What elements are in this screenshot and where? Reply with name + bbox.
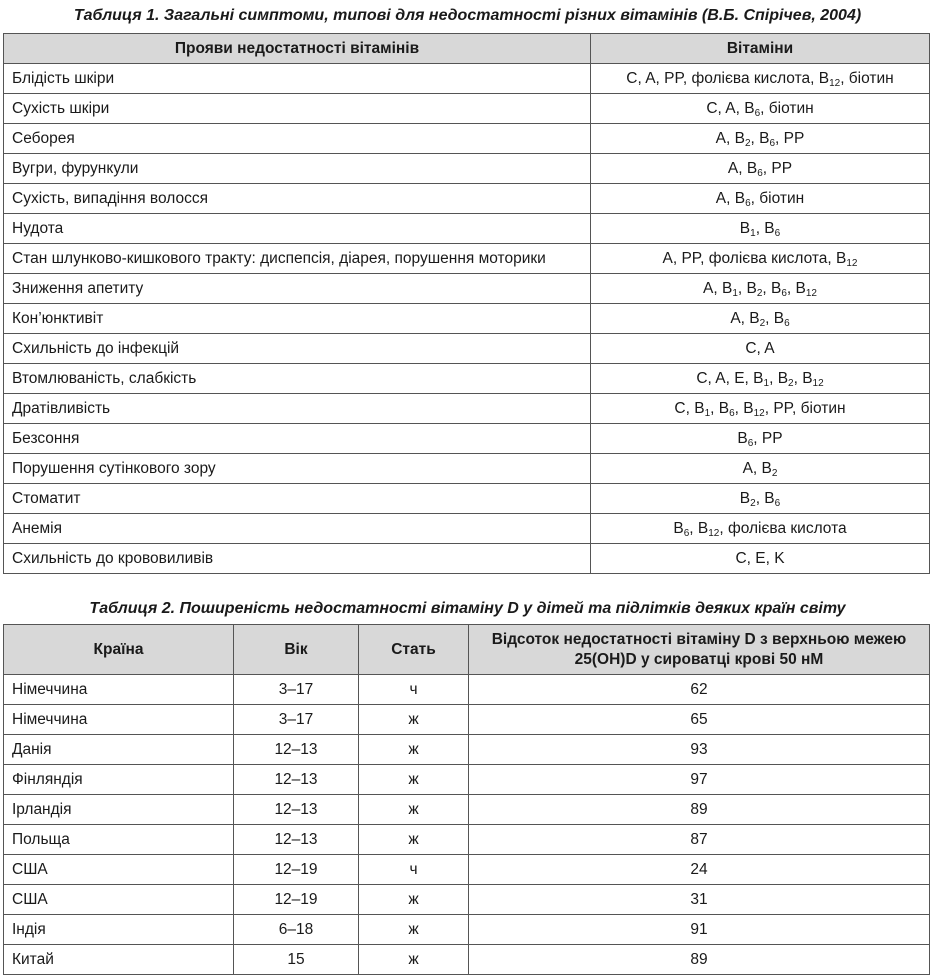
vitamin-text: , B [765,309,785,327]
table-row [4,454,930,484]
symptom-cell: Кон’юнктивіт [4,304,591,334]
vitamins-cell [591,64,930,94]
table1-caption: Таблиця 1. Загальні симптоми, типові для недостатності різних вітамінів (В.Б. Спірічев, 2004) [73,7,862,24]
sex-cell: ж [359,735,469,765]
table-row [4,795,930,825]
table-row [4,915,930,945]
percent-cell: 24 [469,855,930,885]
table-row [4,244,930,274]
age-cell: 12–19 [234,855,359,885]
vitamin-subscript: 1 [732,287,738,299]
symptom-cell: Схильність до крововиливів [4,544,591,574]
vitamin-subscript: 12 [812,377,824,389]
vitamin-text: , B [689,519,709,537]
symptom-cell: Втомлюваність, слабкість [4,364,591,394]
sex-cell: ж [359,915,469,945]
country-cell: Польща [4,825,234,855]
vitamin-text: C, B [674,399,705,417]
table-row [4,705,930,735]
table-row [4,765,930,795]
vitamin-text: , біотин [760,99,814,117]
table-row [4,334,930,364]
table-row [4,214,930,244]
header-symptoms: Прояви недостатності вітамінів [4,34,591,64]
header-country: Країна [4,625,234,675]
vitamin-text: , фолієва кислота [719,519,847,537]
vitamins-cell [591,454,930,484]
percent-cell: 91 [469,915,930,945]
table-row [4,945,930,975]
table-row [4,304,930,334]
vitamin-text: , B [793,369,813,387]
vitamin-subscript: 12 [753,407,765,419]
vitamins-cell [591,514,930,544]
table-row [4,484,930,514]
vitamin-text: , PP [753,429,783,447]
vitamin-text: C, A [745,339,775,357]
vitamins-cell [591,184,930,214]
symptom-cell: Сухість, випадіння волосся [4,184,591,214]
vitamins-cell [591,124,930,154]
table-row [4,64,930,94]
vitamin-text: , B [769,369,789,387]
table-row [4,675,930,705]
percent-cell: 65 [469,705,930,735]
vitamins-cell [591,364,930,394]
vitamin-text: A, B [703,279,733,297]
percent-cell: 62 [469,675,930,705]
vitamin-text: C, A, E, B [696,369,764,387]
vitamin-text: B [737,429,748,447]
symptom-cell: Зниження апетиту [4,274,591,304]
percent-cell: 89 [469,945,930,975]
vitamin-text: , PP, біотин [764,399,846,417]
vitamin-subscript: 6 [754,107,761,119]
country-cell: Індія [4,915,234,945]
vitamin-text: A, B [742,459,772,477]
header-sex: Стать [359,625,469,675]
symptom-cell: Безсоння [4,424,591,454]
vitamin-subscript: 1 [763,377,770,389]
vitamin-text: , B [710,399,730,417]
symptom-cell: Себорея [4,124,591,154]
sex-cell: ч [359,675,469,705]
vitamin-subscript: 6 [774,497,781,509]
vitamin-text: , B [750,129,770,147]
vitamin-text: A, B [730,309,760,327]
vitamin-subscript: 12 [708,527,720,539]
vitamins-cell [591,274,930,304]
table-row [4,394,930,424]
table-row [4,184,930,214]
symptom-cell: Схильність до інфекцій [4,334,591,364]
table2-caption: Таблиця 2. Поширеність недостатності вітаміну D у дітей та підлітків деяких країн світу [89,600,846,617]
vitamin-subscript: 6 [757,167,763,179]
symptom-cell: Стоматит [4,484,591,514]
table1-header-row [4,34,930,64]
age-cell: 3–17 [234,675,359,705]
country-cell: Німеччина [4,705,234,735]
age-cell: 12–13 [234,825,359,855]
vitamin-subscript: 2 [756,287,763,299]
vitamin-text: C, A, B [706,99,755,117]
sex-cell: ч [359,855,469,885]
vitamin-subscript: 2 [788,377,794,389]
vitamins-cell [591,94,930,124]
country-cell: Данія [4,735,234,765]
percent-cell: 89 [469,795,930,825]
vitamin-subscript: 6 [747,437,754,449]
vitamin-text: , B [734,399,754,417]
vitamin-subscript: 1 [750,227,756,239]
age-cell: 12–13 [234,735,359,765]
vitamin-subscript: 2 [771,467,778,479]
age-cell: 3–17 [234,705,359,735]
vitamins-cell [591,484,930,514]
sex-cell: ж [359,945,469,975]
country-cell: Фінляндія [4,765,234,795]
sex-cell: ж [359,705,469,735]
country-cell: США [4,885,234,915]
vitamin-subscript: 6 [745,197,751,209]
vitamin-subscript: 2 [744,137,751,149]
table-row [4,544,930,574]
table-row [4,855,930,885]
table2-header-row [4,625,930,675]
country-cell: Ірландія [4,795,234,825]
vitamin-subscript: 6 [784,317,790,329]
vitamin-subscript: 2 [750,497,756,509]
symptom-cell: Дратівливість [4,394,591,424]
symptom-cell: Анемія [4,514,591,544]
vitamin-text: , B [786,279,806,297]
vitamin-text: A, B [715,129,745,147]
symptom-cell: Порушення сутінкового зору [4,454,591,484]
percent-cell: 31 [469,885,930,915]
vitamin-text: , біотин [840,69,894,87]
vitamin-subscript: 6 [769,137,776,149]
vitamins-cell [591,424,930,454]
symptom-cell: Вугри, фурункули [4,154,591,184]
vitamin-text: C, E, K [735,549,785,567]
table-row [4,825,930,855]
header-age: Вік [234,625,359,675]
table-row [4,885,930,915]
vitamin-text: C, A, PP, фолієва кислота, B [626,69,830,87]
vitamins-cell [591,394,930,424]
vitamin-subscript: 6 [683,527,690,539]
vitamin-text: B [739,219,751,237]
age-cell: 12–13 [234,795,359,825]
vitamin-text: , B [737,279,757,297]
vitamin-text: , PP [762,159,793,177]
symptom-cell: Стан шлунково-кишкового тракту: диспепсія, діарея, порушення моторики [4,244,591,274]
vitamin-subscript: 12 [805,287,817,299]
symptom-cell: Блідість шкіри [4,64,591,94]
vitamin-text: , B [755,219,775,237]
vitamins-cell [591,154,930,184]
country-cell: Китай [4,945,234,975]
vitamin-d-deficiency-table [3,624,930,975]
vitamin-subscript: 2 [759,317,766,329]
vitamin-symptoms-table [3,33,930,574]
vitamin-subscript: 6 [729,407,735,419]
header-vitamins: Вітаміни [591,34,930,64]
vitamin-text: A, B [727,159,758,177]
table-row [4,94,930,124]
vitamin-subscript: 12 [846,257,858,269]
vitamin-subscript: 1 [704,407,711,419]
vitamin-text: A, B [715,189,746,207]
vitamin-subscript: 6 [774,227,781,239]
sex-cell: ж [359,885,469,915]
percent-cell: 87 [469,825,930,855]
vitamins-cell [591,304,930,334]
vitamin-text: A, PP, фолієва кислота, B [662,249,847,267]
vitamin-subscript: 6 [781,287,787,299]
header-percent: Відсоток недостатності вітаміну D з верхньою межею 25(OH)D у сироватці крові 50 нМ [469,625,930,675]
table-row [4,424,930,454]
vitamin-subscript: 12 [829,77,841,89]
vitamins-cell [591,544,930,574]
table-row [4,274,930,304]
age-cell: 6–18 [234,915,359,945]
percent-cell: 97 [469,765,930,795]
age-cell: 12–13 [234,765,359,795]
sex-cell: ж [359,765,469,795]
symptom-cell: Сухість шкіри [4,94,591,124]
table-row [4,154,930,184]
table-row [4,364,930,394]
table-row [4,735,930,765]
symptom-cell: Нудота [4,214,591,244]
vitamin-text: , B [762,279,782,297]
country-cell: Німеччина [4,675,234,705]
vitamins-cell [591,244,930,274]
table-row [4,124,930,154]
vitamin-text: B [739,489,751,507]
percent-cell: 93 [469,735,930,765]
vitamin-text: , PP [775,129,805,147]
vitamins-cell [591,334,930,364]
vitamin-text: , B [755,489,775,507]
vitamin-text: B [673,519,684,537]
sex-cell: ж [359,825,469,855]
age-cell: 15 [234,945,359,975]
vitamin-text: , біотин [750,189,805,207]
sex-cell: ж [359,795,469,825]
table-row [4,514,930,544]
vitamins-cell [591,214,930,244]
age-cell: 12–19 [234,885,359,915]
country-cell: США [4,855,234,885]
